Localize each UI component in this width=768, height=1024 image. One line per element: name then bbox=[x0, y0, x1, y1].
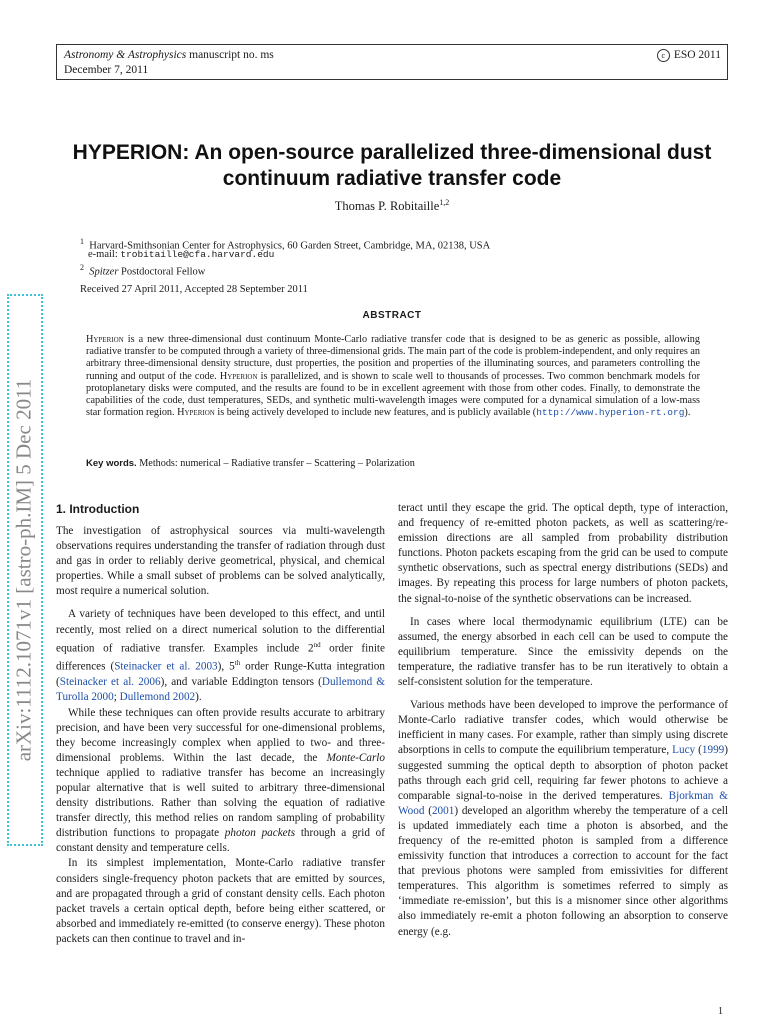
journal-line bbox=[64, 47, 274, 63]
abstract-body bbox=[86, 334, 700, 419]
text: through a grid of constant density and temperature cells. bbox=[56, 827, 385, 855]
title-line-1: HYPERION: An open-source parallelized three-dimensional dust bbox=[72, 141, 712, 164]
citation-link[interactable]: 2001 bbox=[431, 804, 455, 817]
citation-link[interactable]: Lucy bbox=[672, 744, 696, 757]
citation-link[interactable]: Dullemond & Turolla 2000 bbox=[56, 676, 386, 704]
header-date: December 7, 2011 bbox=[64, 64, 149, 76]
text: ), 5 bbox=[217, 661, 235, 674]
hyperion-url-link[interactable]: http://www.hyperion-rt.org bbox=[536, 407, 685, 419]
text: ), and variable Eddington tensors ( bbox=[160, 676, 322, 689]
section-heading: 1. Introduction bbox=[56, 502, 140, 516]
emphasis: Monte-Carlo bbox=[326, 751, 385, 764]
text: ( bbox=[695, 744, 702, 757]
abstract-part-1: is a new three-dimensional dust continuum Monte-Carlo radiative transfer code that is designed to be as generic as possible, allowing radiative transfer to be computed through a variety of three-dimensional grids. The main part of the code is problem-independent, and only requires an arbitrary three-dimensional density structure, dust properties, the position and properties of the illuminating sources, and parameters controlling the running and output of the code. bbox=[86, 334, 700, 382]
affil-num: 1 bbox=[80, 237, 84, 246]
abstract-part-2: is parallelized, and is shown to scale well to thousands of processes. Two common benchmark models for protoplanetary disks were computed, and the results are found to be in excellent agreement with those from other codes. Finally, to demonstrate the capabilities of the code, dust temperatures, SEDs, and synthetic multi-wavelength images were computed for a dynamical simulation of a low-mass star formation region. bbox=[86, 370, 701, 419]
keywords-text: Methods: numerical – Radiative transfer – Scattering – Polarization bbox=[139, 458, 415, 469]
journal-name: Astronomy & Astrophysics bbox=[64, 49, 187, 61]
abstract-end: ). bbox=[684, 407, 691, 419]
author-sup: 1,2 bbox=[439, 198, 450, 207]
page-number: 1 bbox=[718, 1006, 723, 1017]
left-column bbox=[56, 524, 385, 947]
citation-link[interactable]: Bjorkman & Wood bbox=[398, 789, 729, 817]
text: While these techniques can often provide results accurate to arbitrary precision, and have been very successful for one-dimensional problems, they become increasingly complex when applied to two- and three-dimensional problems. Within the last decade, the bbox=[56, 706, 385, 764]
text: technique applied to radiative transfer has become an increasingly popular alternative that is well suited to arbitrary three-dimensional density distributions. Rather than solving the equation of radiative transfer directly, this method relies on random sampling of probability distribution functions to propagate bbox=[56, 766, 385, 840]
text: A variety of techniques have been developed to this effect, and until recently, most relied on a direct numerical solution to the differential equation of radiative transfer. Examples include 2 bbox=[56, 608, 385, 655]
citation-link[interactable]: 1999 bbox=[701, 744, 725, 757]
copyright-icon: c bbox=[657, 49, 670, 62]
text: ( bbox=[424, 804, 432, 817]
journal-header bbox=[56, 44, 728, 80]
paragraph: The investigation of astrophysical sources via multi-wavelength observations requires understanding the transfer of radiation through dust and gas in order to reliably derive geometrical, physical, and chemical properties. While a small subset of problems can be solved analytically, most require a numerical solution. bbox=[56, 525, 385, 598]
paragraph: In cases where local thermodynamic equilibrium (LTE) can be assumed, the energy absorbed in each cell can be used to compute the equilibrium temperature. Since the emissivity depends on the temperature, the radiative transfer has to be run iteratively to obtain a self-consistent solution for the temperature. bbox=[398, 615, 728, 689]
text: ). bbox=[195, 691, 202, 704]
email-label: e-mail: bbox=[88, 249, 118, 260]
citation-link[interactable]: Steinacker et al. 2003 bbox=[114, 661, 218, 674]
affil-text: Harvard-Smithsonian Center for Astrophysics, 60 Garden Street, Cambridge, MA, 02138, USA bbox=[89, 240, 491, 252]
paragraph bbox=[56, 706, 385, 857]
paragraph bbox=[56, 607, 385, 705]
text: order Runge-Kutta integration ( bbox=[56, 661, 385, 689]
affil-num: 2 bbox=[80, 263, 84, 272]
superscript: nd bbox=[313, 640, 321, 649]
citation-link[interactable]: Steinacker et al. 2006 bbox=[59, 676, 161, 689]
email-line bbox=[88, 248, 274, 261]
copyright bbox=[657, 47, 721, 63]
hyperion-name: Hyperion bbox=[177, 407, 215, 419]
paragraph bbox=[398, 698, 728, 940]
abstract-heading: ABSTRACT bbox=[362, 310, 422, 321]
author-name: Thomas P. Robitaille bbox=[334, 199, 440, 214]
hyperion-name: Hyperion bbox=[219, 370, 258, 382]
text: Various methods have been developed to improve the performance of Monte-Carlo radiative transfer codes, which would otherwise be inefficient in many cases. For example, rather than simply using discrete absorptions in cells to compute the equilibrium temperature, bbox=[398, 699, 728, 757]
manuscript-label: manuscript no. ms bbox=[189, 49, 274, 61]
hyperion-name: Hyperion bbox=[86, 334, 124, 345]
paragraph: teract until they escape the grid. The optical depth, type of interaction, and frequency of re-emitted photon packets, as well as scattering/re-emission directions are all sampled from probability distribution functions. Photon packets escaping from the grid can be used to compute synthetic observations, such as spectral energy distributions (SEDs) and images. By repeating this process for large numbers of photon packets, the signal-to-noise of the synthetic observations can be increased. bbox=[398, 502, 728, 605]
title-line-2: continuum radiative transfer code bbox=[222, 167, 562, 190]
text: ) developed an algorithm whereby the temperature of a cell is updated immediately each time a photon is absorbed, and the frequency of the re-emitted photon is sampled from a difference emissivity function that introduces a correction to account for the fact that previous photons were sampled from emissivities for different temperatures. This algorithm is sometimes referred to simply as ‘immediate re-emission’, but this is a misnomer since other algorithms also immediately re-emit a photon following an absorption to conserve energy (e.g. bbox=[398, 804, 728, 938]
affil-text: Postdoctoral Fellow bbox=[121, 266, 206, 278]
text: ) suggested summing the optical depth to absorption of photon packet paths through each grid cell, requiring far fewer photons to achieve a comparable signal-to-noise in the derived temperatures. bbox=[398, 744, 728, 802]
abstract-part-3: is being actively developed to include new features, and is publicly available ( bbox=[217, 407, 537, 419]
text: ; bbox=[113, 691, 120, 704]
keywords bbox=[86, 458, 700, 469]
arxiv-stamp[interactable]: arXiv:1112.1071v1 [astro-ph.IM] 5 Dec 2011 bbox=[11, 378, 36, 762]
right-column bbox=[398, 501, 728, 940]
text: order finite differences ( bbox=[56, 642, 385, 674]
affil-italic: Spitzer bbox=[89, 266, 119, 278]
citation-link[interactable]: Dullemond 2002 bbox=[119, 691, 196, 704]
copyright-text: ESO 2011 bbox=[673, 49, 721, 61]
emphasis: photon packets bbox=[224, 827, 296, 840]
paragraph: In its simplest implementation, Monte-Carlo radiative transfer considers single-frequency photon packets that are emitted by sources, and are propagated through a grid of constant density cells. Each photon packet travels a certain optical depth, before being either scattered, or absorbed and immediately re-emitted (to conserve energy). These photon packets can then continue to travel and in- bbox=[56, 857, 385, 945]
keywords-label: Key words. bbox=[86, 458, 137, 469]
paper-title bbox=[56, 140, 728, 192]
affiliation-2 bbox=[80, 261, 205, 279]
received-dates: Received 27 April 2011, Accepted 28 September 2011 bbox=[80, 284, 308, 295]
email-address[interactable]: trobitaille@cfa.harvard.edu bbox=[120, 249, 275, 260]
author bbox=[56, 198, 728, 214]
superscript: th bbox=[234, 659, 241, 668]
